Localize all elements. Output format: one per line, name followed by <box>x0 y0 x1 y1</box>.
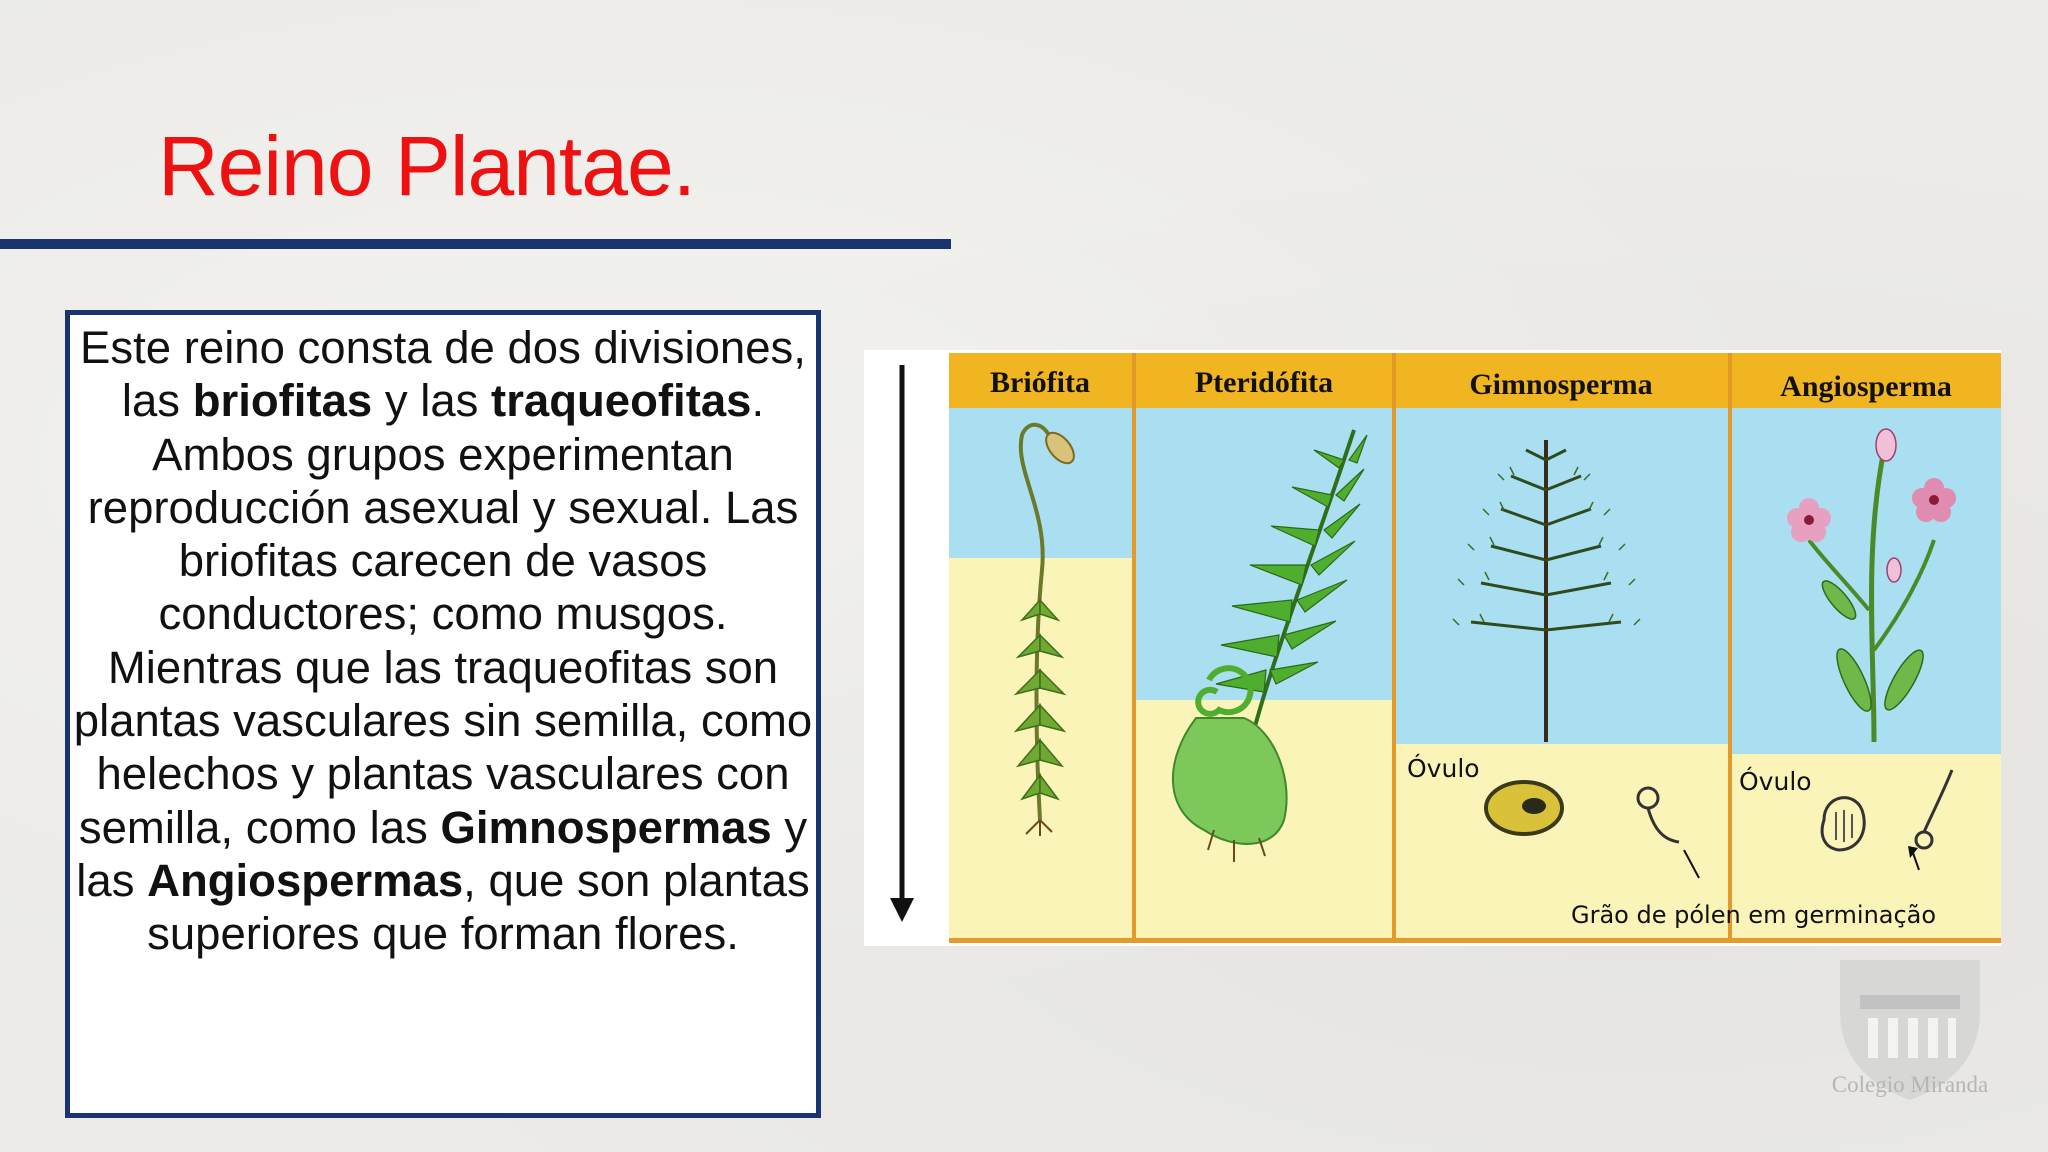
plant-diagram <box>864 350 2001 946</box>
paragraph-segment: Este reino consta de dos divisiones, las <box>80 322 806 427</box>
emphasized-term: Gimnospermas <box>440 801 772 853</box>
ovulo-label-1: Óvulo <box>1407 754 1480 783</box>
description-text <box>70 321 816 961</box>
header-angiosperma: Angiosperma <box>1780 370 1952 403</box>
paragraph-segment: y las <box>372 375 492 427</box>
paragraph-segment: , que son plantas superiores que forman flores. <box>147 854 810 960</box>
bottom-border <box>949 938 2001 943</box>
paragraph-segment: . Ambos grupos experimentan reproducción asexual y sexual. Las briofitas carecen de vasos conductores; como musgos. Mientras que las traqueofitas son plantas vasculares sin semilla, como helechos y plantas vasculares con semilla, como las <box>73 375 813 853</box>
header-briofita: Briófita <box>990 366 1090 399</box>
emphasized-term: traqueofitas <box>491 375 752 427</box>
ovulo-label-2: Óvulo <box>1739 767 1812 796</box>
header-pteridofita: Pteridófita <box>1194 366 1334 399</box>
slide-title: Reino Plantae. <box>158 119 696 213</box>
divider-3 <box>1728 353 1732 943</box>
paragraph-segment: y las <box>76 801 808 906</box>
description-box <box>65 310 821 1118</box>
col-pteridofita-sky <box>1136 408 1392 700</box>
timeline-arrowhead <box>890 898 914 922</box>
plant-evolution-figure <box>864 350 2001 946</box>
divider-2 <box>1392 353 1396 943</box>
school-name: Colegio Miranda <box>1831 1072 1989 1097</box>
emphasized-term: Angiospermas <box>147 854 464 906</box>
header-gimnosperma: Gimnosperma <box>1469 368 1653 401</box>
divider-1 <box>1132 353 1136 943</box>
title-underline <box>0 239 951 249</box>
emphasized-term: briofitas <box>192 375 373 427</box>
col-gimnosperma-sky <box>1396 408 1728 744</box>
pollen-caption: Grão de pólen em germinação <box>1571 901 1937 929</box>
